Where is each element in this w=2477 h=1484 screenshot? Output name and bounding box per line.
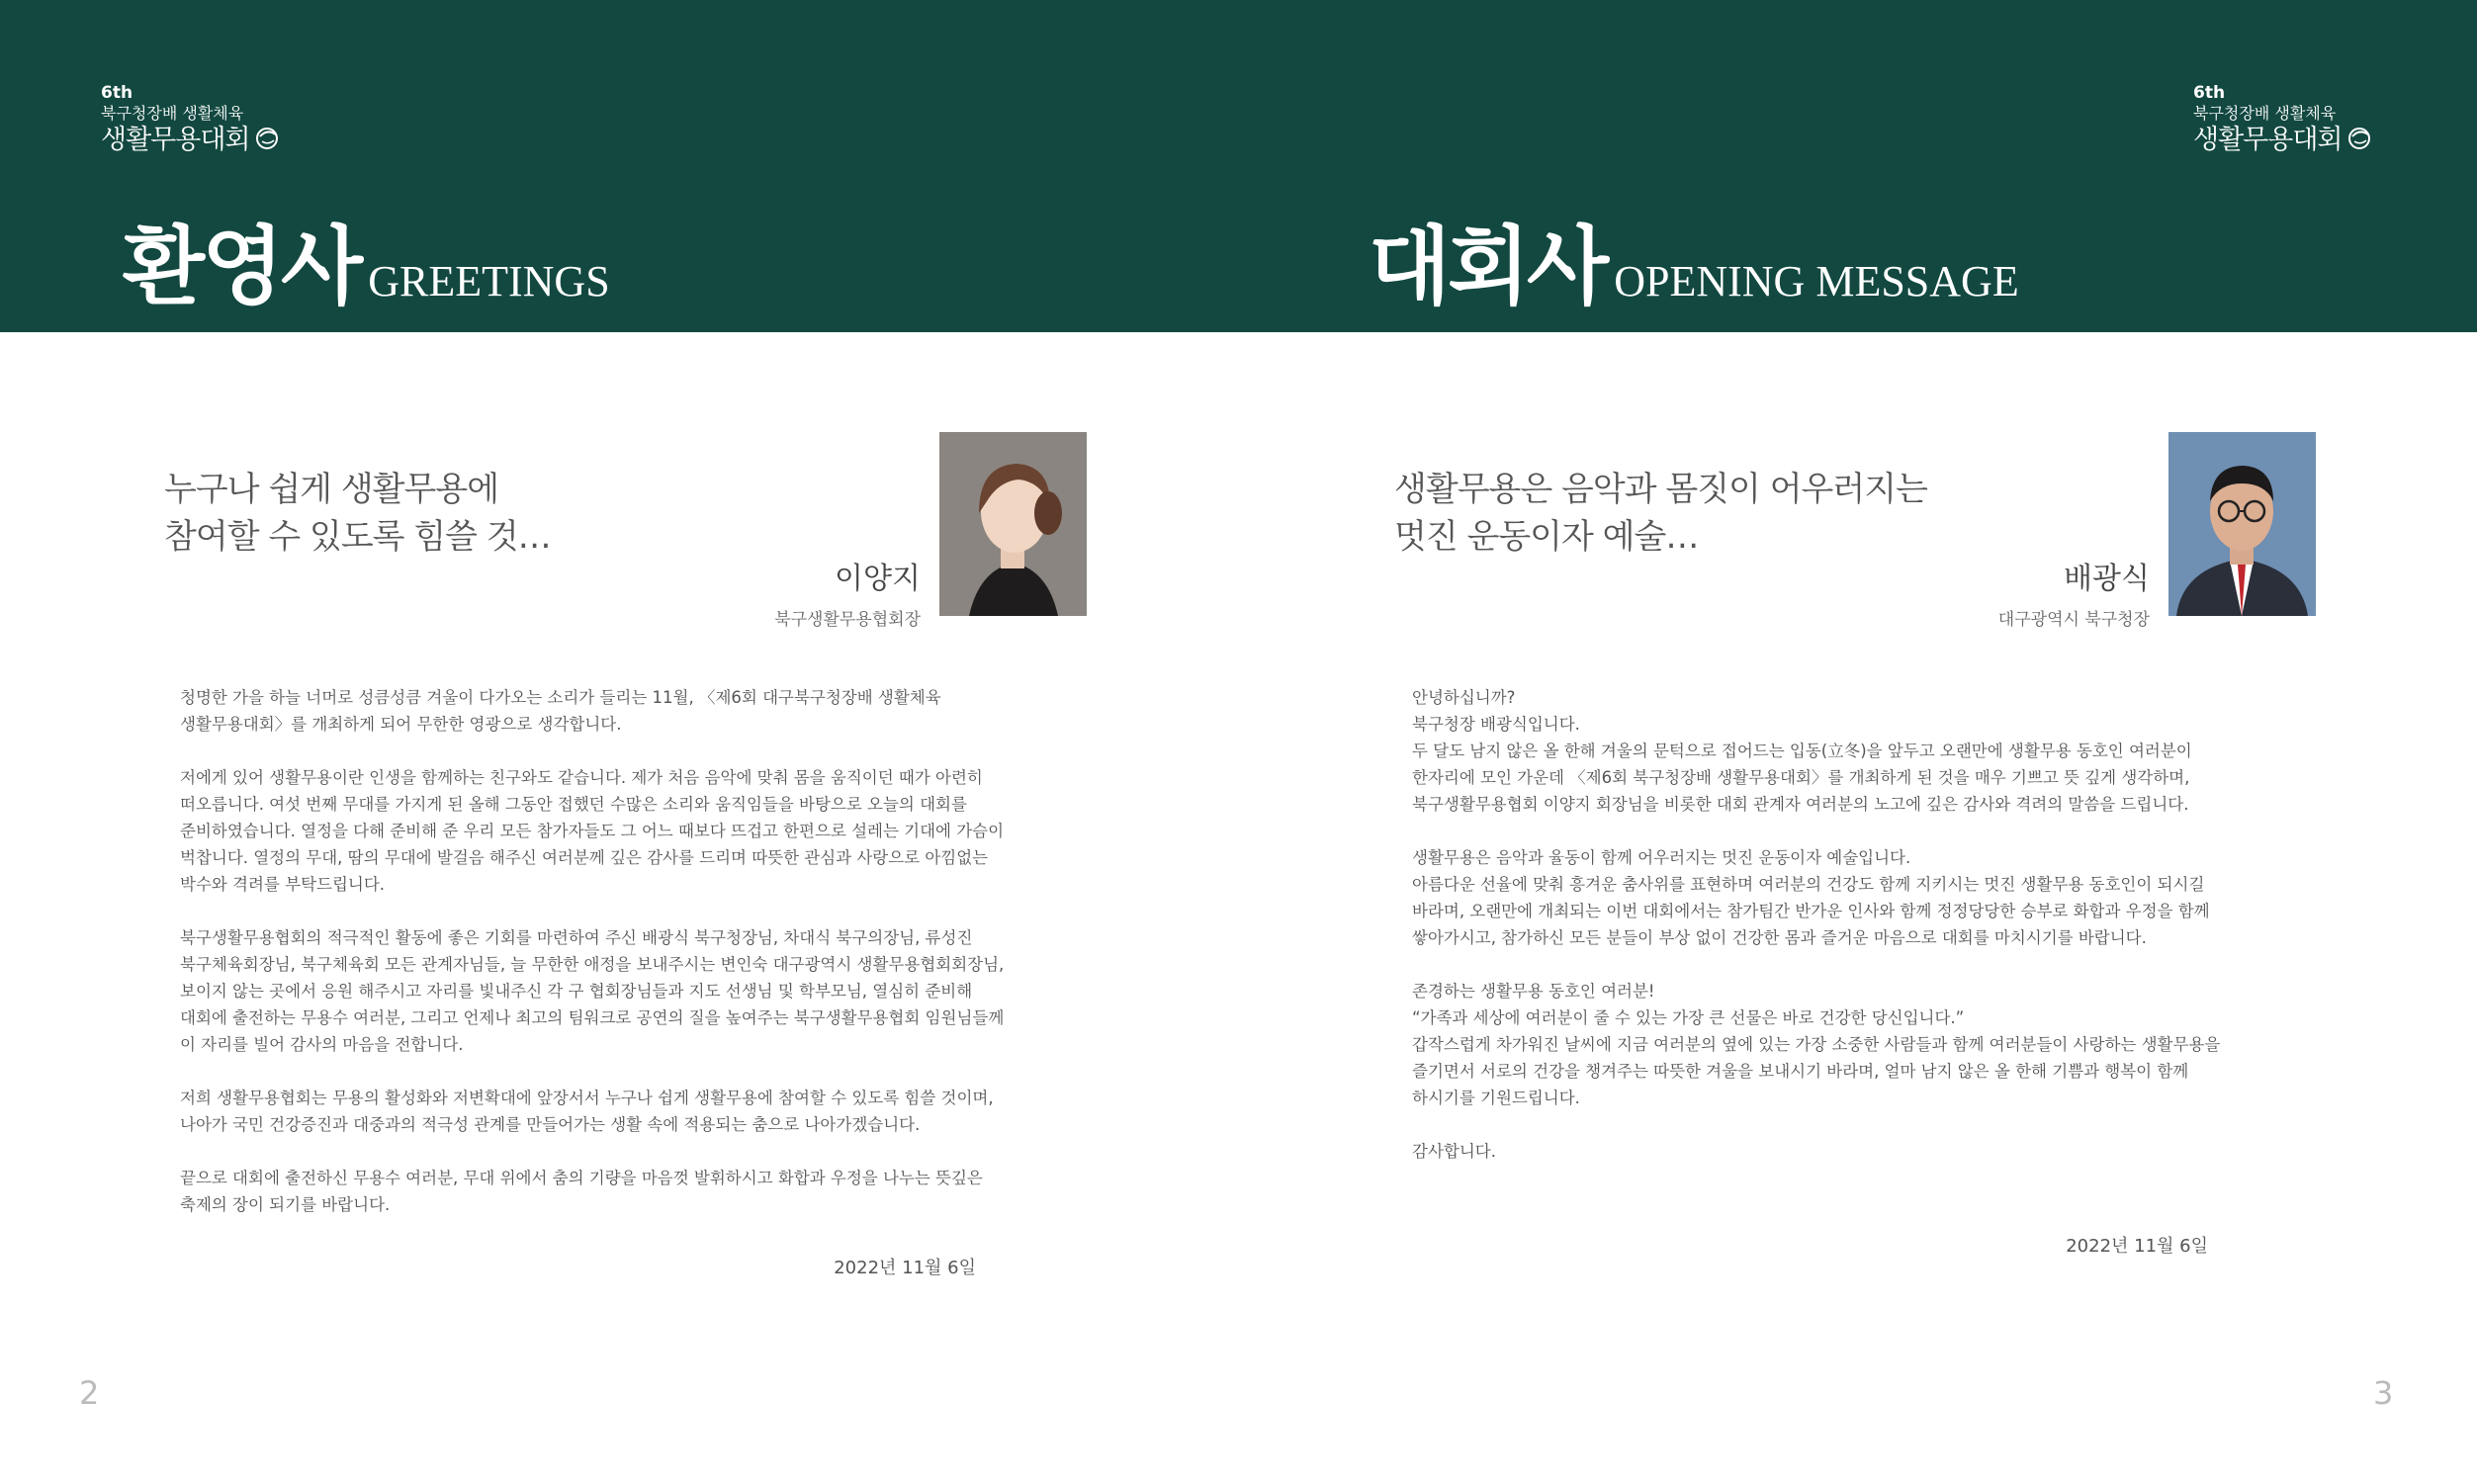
lead-line: 참여할 수 있도록 힘쓸 것…: [164, 517, 551, 557]
text-line: 하시기를 기원드립니다.: [1412, 1089, 1580, 1107]
text-line: 쌓아가시고, 참가하신 모든 분들이 부상 없이 건강한 몸과 즐거운 마음으로 대회를 마치시기를 바랍니다.: [1412, 928, 2147, 947]
paragraph: [180, 764, 1004, 898]
page-number-left: 2: [79, 1374, 100, 1412]
header-band: [0, 0, 2477, 332]
text-line: 아름다운 선율에 맞춰 흥겨운 춤사위를 표현하며 여러분의 건강도 함께 지키시는 멋진 생활무용 동호인이 되시길: [1412, 875, 2205, 894]
page-number-right: 3: [2373, 1374, 2394, 1412]
paragraph: [1412, 978, 2220, 1111]
logo-edition: 6th: [101, 83, 133, 103]
right-author-portrait: [2168, 432, 2316, 616]
logo-subtitle: 북구청장배 생활체육: [101, 103, 244, 123]
text-line: 북구체육회장님, 북구체육회 모든 관계자님들, 늘 무한한 애정을 보내주시는 변인숙 대구광역시 생활무용협회회장님,: [180, 955, 1005, 974]
text-line: 이 자리를 빌어 감사의 마음을 전합니다.: [180, 1035, 464, 1054]
right-lead-quote: [1394, 466, 1927, 561]
text-line: “가족과 세상에 여러분이 줄 수 있는 가장 큰 선물은 바로 건강한 당신입니다.”: [1412, 1008, 1965, 1027]
text-line: 끝으로 대회에 출전하신 무용수 여러분, 무대 위에서 춤의 기량을 마음껏 발휘하시고 화합과 우정을 나누는 뜻깊은: [180, 1169, 983, 1187]
paragraph: [180, 1085, 1004, 1138]
text-line: 북구생활무용협회 이양지 회장님을 비롯한 대회 관계자 여러분의 노고에 깊은 감사와 격려의 말씀을 드립니다.: [1412, 795, 2189, 814]
text-line: 존경하는 생활무용 동호인 여러분!: [1412, 982, 1655, 1001]
right-author: [1998, 554, 2150, 630]
paragraph: [180, 684, 1004, 738]
title-korean: 대회사: [1369, 217, 1607, 316]
text-line: 저에게 있어 생활무용이란 인생을 함께하는 친구와도 같습니다. 제가 처음 음악에 맞춰 몸을 움직이던 때가 아련히: [180, 768, 983, 787]
lead-line: 멋진 운동이자 예술…: [1394, 517, 1699, 557]
event-logo-right: [2193, 84, 2374, 155]
paragraph: [1412, 684, 2220, 818]
text-line: 생활무용대회〉를 개최하게 되어 무한한 영광으로 생각합니다.: [180, 715, 622, 734]
text-line: 축제의 장이 되기를 바랍니다.: [180, 1195, 391, 1214]
author-name: 배광식: [2064, 562, 2150, 596]
left-lead-quote: [164, 466, 551, 561]
text-line: 바라며, 오랜만에 개최되는 이번 대회에서는 참가팀간 반가운 인사와 함께 정정당당한 승부로 화합과 우정을 함께: [1412, 902, 2210, 920]
paragraph: [1412, 1138, 2220, 1165]
text-line: 떠오릅니다. 여섯 번째 무대를 가지게 된 올해 그동안 접했던 수많은 소리와 움직임들을 바탕으로 오늘의 대회를: [180, 795, 967, 814]
text-line: 벅찹니다. 열정의 무대, 땀의 무대에 발걸음 해주신 여러분께 깊은 감사를 드리며 따뜻한 관심과 사랑으로 아낌없는: [180, 848, 989, 867]
paragraph: [180, 924, 1004, 1058]
logo-subtitle: 북구청장배 생활체육: [2193, 103, 2337, 123]
right-page-title: [1369, 198, 2019, 320]
left-author-portrait: [939, 432, 1087, 616]
dancer-emblem-icon: [2344, 123, 2374, 152]
text-line: 북구생활무용협회의 적극적인 활동에 좋은 기회를 마련하여 주신 배광식 북구청장님, 차대식 북구의장님, 류성진: [180, 928, 973, 947]
text-line: 대회에 출전하는 무용수 여러분, 그리고 언제나 최고의 팀워크로 공연의 질을 높여주는 북구생활무용협회 임원님들께: [180, 1008, 1005, 1027]
title-english: OPENING MESSAGE: [1614, 257, 2019, 306]
author-role: 북구생활무용협회장: [774, 610, 921, 630]
text-line: 청명한 가을 하늘 너머로 성큼성큼 겨울이 다가오는 소리가 들리는 11월, 〈제6회 대구북구청장배 생활체육: [180, 688, 941, 707]
event-logo-left: [101, 84, 282, 155]
right-body: [1412, 684, 2220, 1191]
left-author: [774, 554, 921, 630]
text-line: 감사합니다.: [1412, 1142, 1496, 1161]
text-line: 박수와 격려를 부탁드립니다.: [180, 875, 386, 894]
text-line: 생활무용은 음악과 율동이 함께 어우러지는 멋진 운동이자 예술입니다.: [1412, 848, 1911, 867]
text-line: 한자리에 모인 가운데 〈제6회 북구청장배 생활무용대회〉를 개최하게 된 것을 매우 기쁘고 뜻 깊게 생각하며,: [1412, 768, 2190, 787]
left-date: 2022년 11월 6일: [834, 1258, 976, 1278]
text-line: 나아가 국민 건강증진과 대중과의 적극성 관계를 만들어가는 생활 속에 적용되는 춤으로 나아가겠습니다.: [180, 1115, 921, 1134]
logo-main: 생활무용대회: [2193, 125, 2343, 156]
author-name: 이양지: [835, 562, 921, 596]
text-line: 안녕하십니까?: [1412, 688, 1516, 707]
dancer-emblem-icon: [252, 123, 282, 152]
paragraph: [180, 1165, 1004, 1218]
text-line: 보이지 않는 곳에서 응원 해주시고 자리를 빛내주신 각 구 협회장님들과 지도 선생님 및 학부모님, 열심히 준비해: [180, 982, 973, 1001]
text-line: 저희 생활무용협회는 무용의 활성화와 저변확대에 앞장서서 누구나 쉽게 생활무용에 참여할 수 있도록 힘쓸 것이며,: [180, 1089, 994, 1107]
logo-edition: 6th: [2193, 83, 2226, 103]
left-body: [180, 684, 1004, 1245]
right-date: 2022년 11월 6일: [2066, 1236, 2208, 1257]
title-korean: 환영사: [123, 217, 361, 316]
text-line: 즐기면서 서로의 건강을 챙겨주는 따뜻한 겨울을 보내시기 바라며, 얼마 남지 않은 올 한해 기쁨과 행복이 함께: [1412, 1062, 2189, 1081]
title-english: GREETINGS: [368, 257, 610, 306]
text-line: 북구청장 배광식입니다.: [1412, 715, 1580, 734]
left-page-title: [123, 198, 610, 320]
lead-line: 누구나 쉽게 생활무용에: [164, 470, 499, 509]
logo-main: 생활무용대회: [101, 125, 250, 156]
text-line: 두 달도 남지 않은 올 한해 겨울의 문턱으로 접어드는 입동(立冬)을 앞두고 오랜만에 생활무용 동호인 여러분이: [1412, 742, 2192, 760]
text-line: 갑작스럽게 차가워진 날씨에 지금 여러분의 옆에 있는 가장 소중한 사람들과 함께 여러분들이 사랑하는 생활무용을: [1412, 1035, 2221, 1054]
author-role: 대구광역시 북구청장: [1997, 610, 2150, 630]
paragraph: [1412, 844, 2220, 951]
text-line: 준비하였습니다. 열정을 다해 준비해 준 우리 모든 참가자들도 그 어느 때보다 뜨겁고 한편으로 설레는 기대에 가슴이: [180, 822, 1005, 840]
lead-line: 생활무용은 음악과 몸짓이 어우러지는: [1394, 470, 1927, 509]
